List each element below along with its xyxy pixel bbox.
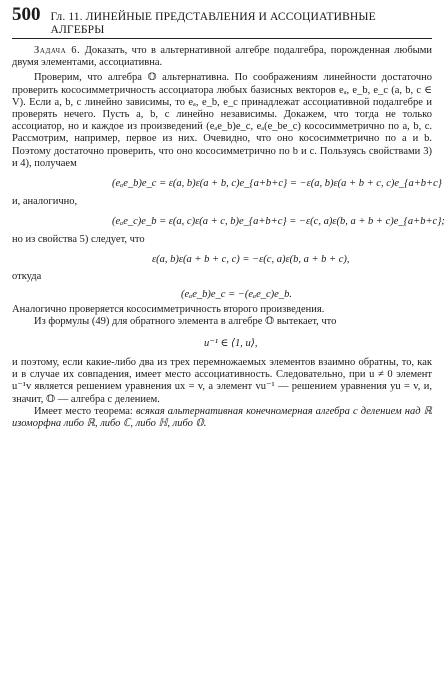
proof-intro: Проверим, что алгебра 𝕆 альтернативна. По соображениям линейности достаточно проверить кососимметричность ассоциатора любых базисных векторов eₐ, e_b, e_c (a, b, c ∈ V). Если a, b, c линейно зависимы, то eₐ, e_b, e_c принадлежат ассоциативной подалгебре и проверять нечего. Пусть a, b, c линейно независимы. Докажем, что тогда не только ассоциатор, но и каждое из произведений (eₐe_b)e_c, eₐ(e_be_c) кососимметрично по a, b, c. Рассмотрим, например, первое из них. Очевидно, что оно кососимметрично по a и b. Поэтому достаточно проверить, что оно кососимметрично по b и c. Пользуясь свойствами 3) и 4), получаем — [12, 72, 432, 169]
problem-label: Задача 6. — [34, 45, 81, 56]
text-similarly: и, аналогично, — [12, 196, 78, 208]
page-header — [12, 4, 432, 39]
text-property5: но из свойства 5) следует, что — [12, 234, 145, 246]
problem-text: Доказать, что в альтернативной алгебре подалгебра, порожденная любыми двумя элементами, ассоциативна. — [12, 45, 432, 69]
theorem-statement — [12, 406, 432, 430]
text-analogous: Аналогично проверяется кососимметричность второго произведения. — [12, 303, 325, 315]
text-inverse-intro: Из формулы (49) для обратного элемента в алгебре 𝕆 вытекает, что — [34, 315, 337, 327]
formula-2: (eₐe_c)e_b = ε(a, c)ε(a + c, b)e_{a+b+c} = −ε(c, a)ε(b, a + b + c)e_{a+b+c}; — [112, 216, 445, 228]
page-number: 500 — [12, 4, 41, 25]
theorem-prefix: Имеет место теорема: — [34, 405, 136, 417]
theorem-text: всякая альтернативная конечномерная алгебра с делением над ℝ изоморфна либо ℝ, либо ℂ, либо ℍ, либо 𝕆. — [12, 405, 432, 430]
text-whence: откуда — [12, 271, 42, 283]
problem-statement — [12, 45, 432, 69]
formula-3: ε(a, b)ε(a + b + c, c) = −ε(c, a)ε(b, a + b + c), — [152, 254, 350, 266]
running-head: Гл. 11. ЛИНЕЙНЫЕ ПРЕДСТАВЛЕНИЯ И АССОЦИАТИВНЫЕ АЛГЕБРЫ — [50, 10, 376, 36]
formula-5: u⁻¹ ∈ ⟨1, u⟩, — [204, 338, 258, 350]
text-conclusion: и поэтому, если какие-либо два из трех перемножаемых элементов взаимно обратны, то, как и в случае их совпадения, имеет место ассоциативность. Следовательно, при u ≠ 0 элемент u⁻¹v является решением уравнения ux = v, а элемент vu⁻¹ — решением уравнения yu = v, и, значит, 𝕆 — алгебра с делением. — [12, 357, 432, 405]
formula-1: (eₐe_b)e_c = ε(a, b)ε(a + b, c)e_{a+b+c} = −ε(a, b)ε(a + b + c, c)e_{a+b+c} — [112, 178, 443, 190]
formula-4: (eₐe_b)e_c = −(eₐe_c)e_b. — [181, 288, 292, 300]
